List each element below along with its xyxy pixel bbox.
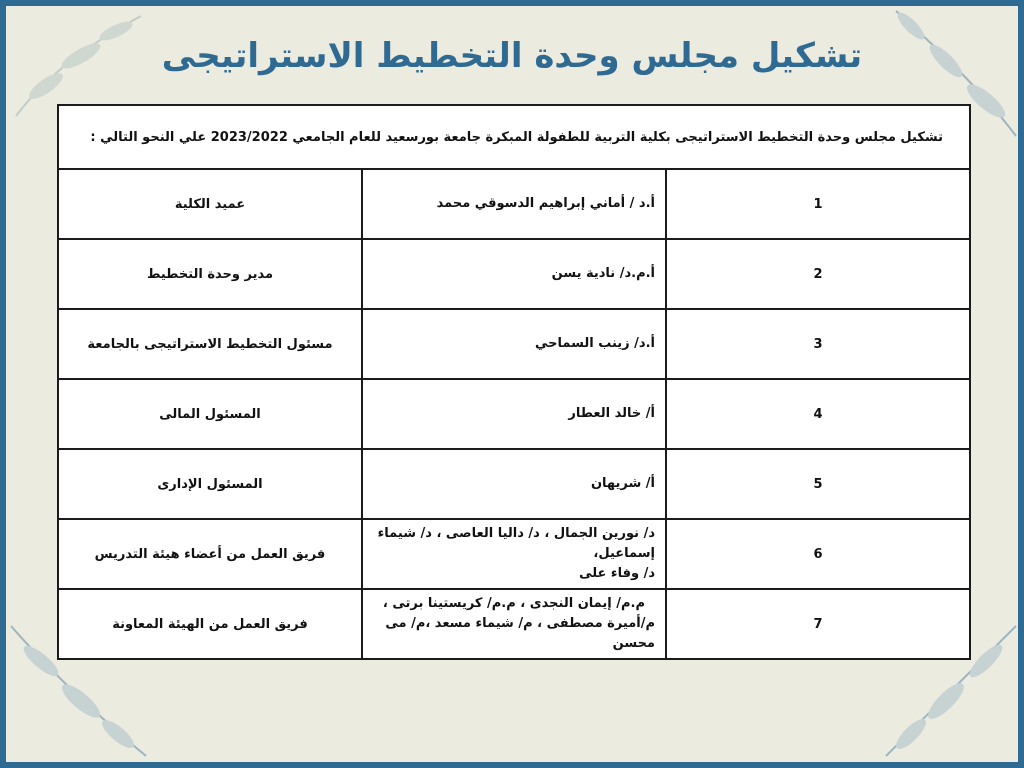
member-number: 4 (666, 379, 970, 449)
member-number: 1 (666, 169, 970, 239)
table-row (58, 449, 970, 519)
member-role: عميد الكلية (58, 169, 362, 239)
member-number: 7 (666, 589, 970, 659)
member-number: 6 (666, 519, 970, 589)
table-row (58, 239, 970, 309)
member-number: 3 (666, 309, 970, 379)
table-row (58, 379, 970, 449)
member-name-line-2: د/ وفاء على (579, 566, 655, 581)
table-row (58, 519, 970, 589)
member-name: أ/ شريهان (362, 449, 666, 519)
member-role: فريق العمل من الهيئة المعاونة (58, 589, 362, 659)
member-number: 2 (666, 239, 970, 309)
member-role: مسئول التخطيط الاستراتيجى بالجامعة (58, 309, 362, 379)
table-row (58, 309, 970, 379)
member-name: أ.م.د/ نادية يسن (362, 239, 666, 309)
member-role: فريق العمل من أعضاء هيئة التدريس (58, 519, 362, 589)
table-row (58, 589, 970, 659)
member-name-line-1: م.م/ إيمان النجدى ، م.م/ كريستينا برتى ، (382, 596, 645, 611)
table-intro-text: تشكيل مجلس وحدة التخطيط الاستراتيجى بكلية التربية للطفولة المبكرة جامعة بورسعيد للعام الجامعي 2023/2022 علي النحو التالي : (58, 105, 970, 169)
table-header-row (58, 105, 970, 169)
member-name-line-1: د/ نورين الجمال ، د/ داليا العاصى ، د/ شيماء إسماعيل، (377, 526, 655, 561)
member-name-line-2: م/أميرة مصطفى ، م/ شيماء مسعد ،م/ مى محسن (385, 616, 655, 651)
member-name-cell (362, 589, 666, 659)
table-row (58, 169, 970, 239)
council-table (57, 104, 971, 660)
page-title: تشكيل مجلس وحدة التخطيط الاستراتيجى (161, 36, 863, 76)
member-name-cell (362, 519, 666, 589)
member-number: 5 (666, 449, 970, 519)
member-name: أ.د / أماني إبراهيم الدسوقي محمد (362, 169, 666, 239)
member-name: أ/ خالد العطار (362, 379, 666, 449)
member-name: أ.د/ زينب السماحي (362, 309, 666, 379)
member-role: مدير وحدة التخطيط (58, 239, 362, 309)
member-role: المسئول الإدارى (58, 449, 362, 519)
member-role: المسئول المالى (58, 379, 362, 449)
